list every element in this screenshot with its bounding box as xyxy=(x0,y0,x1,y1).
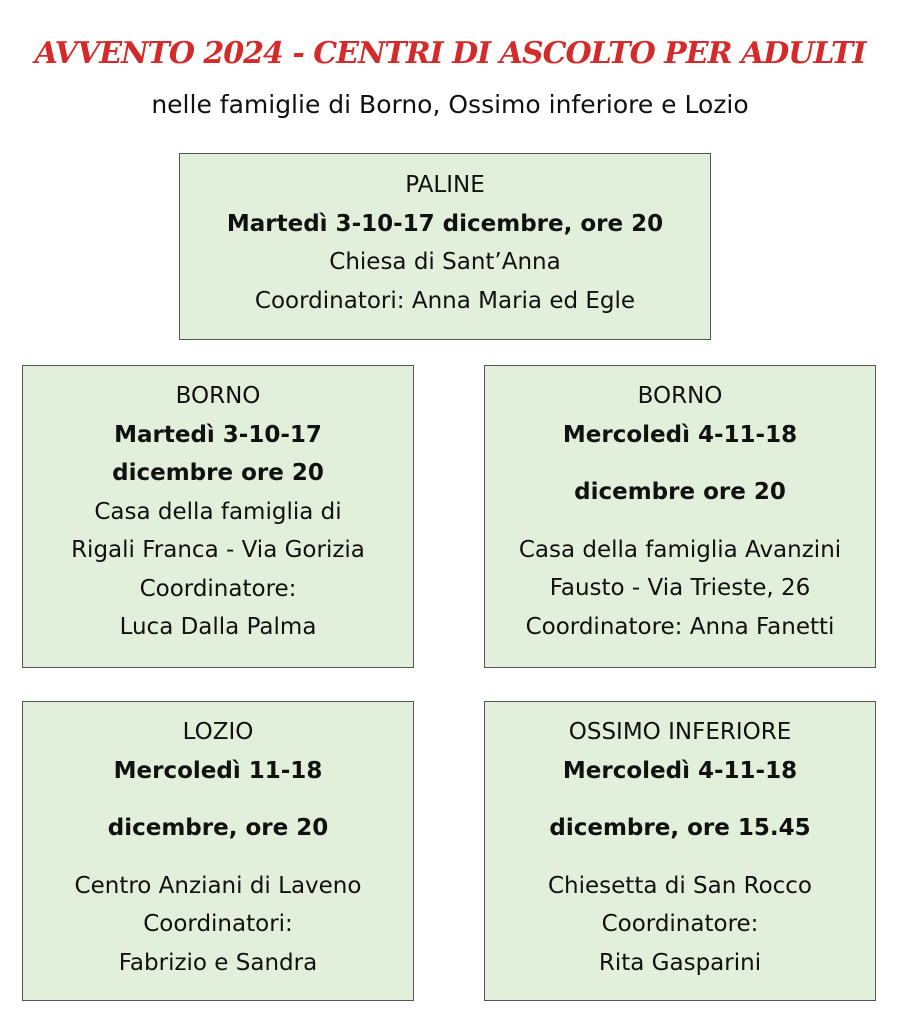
coordinator-label: Coordinatori: xyxy=(143,911,293,937)
coordinator-label: Coordinatore: xyxy=(601,911,759,937)
coordinator-name: Rita Gasparini xyxy=(598,949,762,976)
meeting-dates: Mercoledì 4-11-18 xyxy=(562,757,798,784)
meeting-location: Casa della famiglia Avanzini xyxy=(518,536,842,563)
meeting-dates: Mercoledì 11-18 xyxy=(113,757,323,784)
meeting-location: Chiesa di Sant’Anna xyxy=(329,249,561,275)
meeting-location-continued: Fausto - Via Trieste, 26 xyxy=(549,575,811,601)
listening-center-lozio xyxy=(22,701,414,1001)
listening-center-ossimo-inferiore xyxy=(484,701,876,1001)
coordinators: Coordinatore: Anna Fanetti xyxy=(525,613,835,640)
meeting-location: Centro Anziani di Laveno xyxy=(74,872,362,899)
place-name: BORNO xyxy=(175,383,261,409)
coordinator-name: Fabrizio e Sandra xyxy=(118,949,318,976)
place-name: PALINE xyxy=(405,172,485,198)
meeting-location: Casa della famiglia di xyxy=(94,498,342,525)
meeting-location: Chiesetta di San Rocco xyxy=(547,872,813,899)
coordinator-label: Coordinatore: xyxy=(139,575,297,602)
meeting-location-continued: Rigali Franca - Via Gorizia xyxy=(71,537,365,563)
page-subtitle: nelle famiglie di Borno, Ossimo inferiore e Lozio xyxy=(151,90,749,119)
place-name: LOZIO xyxy=(182,719,254,745)
meeting-dates: Martedì 3-10-17 dicembre, ore 20 xyxy=(226,210,664,237)
place-name: OSSIMO INFERIORE xyxy=(568,719,792,745)
place-name: BORNO xyxy=(637,383,723,409)
meeting-dates-continued: dicembre ore 20 xyxy=(112,460,324,486)
meeting-dates-continued: dicembre ore 20 xyxy=(574,479,786,505)
meeting-dates-continued: dicembre, ore 20 xyxy=(107,815,329,841)
meeting-dates: Mercoledì 4-11-18 xyxy=(562,421,798,448)
meeting-dates: Martedì 3-10-17 xyxy=(114,421,322,448)
coordinator-name: Luca Dalla Palma xyxy=(119,614,317,640)
coordinators: Coordinatori: Anna Maria ed Egle xyxy=(254,287,636,314)
meeting-dates-continued: dicembre, ore 15.45 xyxy=(549,815,811,841)
listening-center-paline xyxy=(179,153,711,340)
listening-center-borno-tuesday xyxy=(22,365,414,668)
listening-center-borno-wednesday xyxy=(484,365,876,668)
page-title: AVVENTO 2024 - CENTRI DI ASCOLTO PER ADULTI xyxy=(34,36,866,71)
